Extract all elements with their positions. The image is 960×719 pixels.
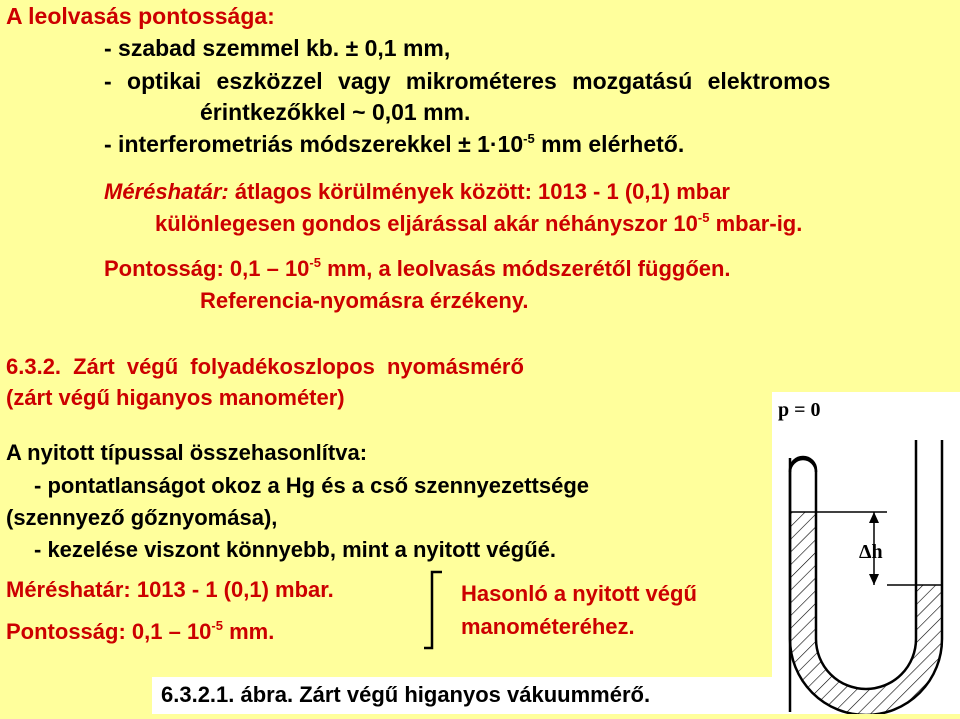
pressure-label: p = 0 bbox=[778, 399, 821, 421]
u-tube-diagram bbox=[772, 392, 960, 714]
delta-h-label: Δh bbox=[859, 541, 883, 563]
range-line-1 bbox=[104, 181, 730, 203]
section-subtitle: (zárt végű higanyos manométer) bbox=[6, 385, 345, 410]
summary-range: Méréshatár: 1013 - 1 (0,1) mbar. bbox=[6, 577, 334, 602]
range-line-2-text: különlegesen gondos eljárással akár néhányszor 10 bbox=[155, 211, 698, 236]
figure-caption: 6.3.2.1. ábra. Zárt végű higanyos vákuummérő. bbox=[161, 682, 651, 707]
comparison-item-2: - kezelése viszont könnyebb, mint a nyitott végűé. bbox=[34, 537, 557, 562]
manometer-figure bbox=[772, 392, 960, 714]
range-label: Méréshatár: bbox=[104, 179, 229, 204]
accuracy-item-naked-eye: - szabad szemmel kb. ± 0,1 mm, bbox=[104, 35, 451, 61]
summary-precision-tail: mm. bbox=[222, 619, 275, 644]
precision-line-2: Referencia-nyomásra érzékeny. bbox=[200, 288, 529, 313]
precision-line-1 bbox=[104, 255, 731, 281]
exponent: -5 bbox=[211, 618, 223, 633]
summary-note-line-2: manométeréhez. bbox=[461, 614, 635, 639]
comparison-item-1-cont: (szennyező gőznyomása), bbox=[6, 505, 278, 530]
range-line-2-tail: mbar-ig. bbox=[709, 211, 803, 236]
comparison-item-1: - pontatlanságot okoz a Hg és a cső szennyezettsége bbox=[34, 473, 590, 498]
range-line-2 bbox=[155, 210, 803, 236]
accuracy-item-optical-cont: érintkezőkkel ~ 0,01 mm. bbox=[200, 99, 471, 125]
precision-line-1-text: Pontosság: 0,1 – 10 bbox=[104, 256, 310, 281]
exponent: -5 bbox=[309, 255, 321, 270]
summary-note-line-1: Hasonló a nyitott végű bbox=[461, 581, 697, 606]
bracket bbox=[420, 568, 450, 652]
exponent: -5 bbox=[523, 131, 535, 146]
accuracy-item-interferometric bbox=[104, 133, 684, 156]
summary-precision-text: Pontosság: 0,1 – 10 bbox=[6, 619, 212, 644]
accuracy-item-optical: - optikai eszközzel vagy mikrométeres mozgatású elektromos bbox=[104, 68, 831, 94]
comparison-intro: A nyitott típussal összehasonlítva: bbox=[6, 440, 368, 465]
accuracy-item-interferometric-tail: mm elérhető. bbox=[534, 131, 685, 157]
summary-precision bbox=[6, 618, 275, 644]
precision-line-1-tail: mm, a leolvasás módszerétől függően. bbox=[320, 256, 731, 281]
range-line-1-text: átlagos körülmények között: 1013 - 1 (0,1) mbar bbox=[228, 179, 730, 204]
accuracy-item-interferometric-text: - interferometriás módszerekkel ± 1·10 bbox=[104, 131, 524, 157]
heading: A leolvasás pontossága: bbox=[6, 3, 275, 29]
figure-caption-box bbox=[152, 677, 784, 714]
section-title: 6.3.2. Zárt végű folyadékoszlopos nyomásmérő bbox=[6, 354, 524, 379]
exponent: -5 bbox=[697, 210, 710, 225]
